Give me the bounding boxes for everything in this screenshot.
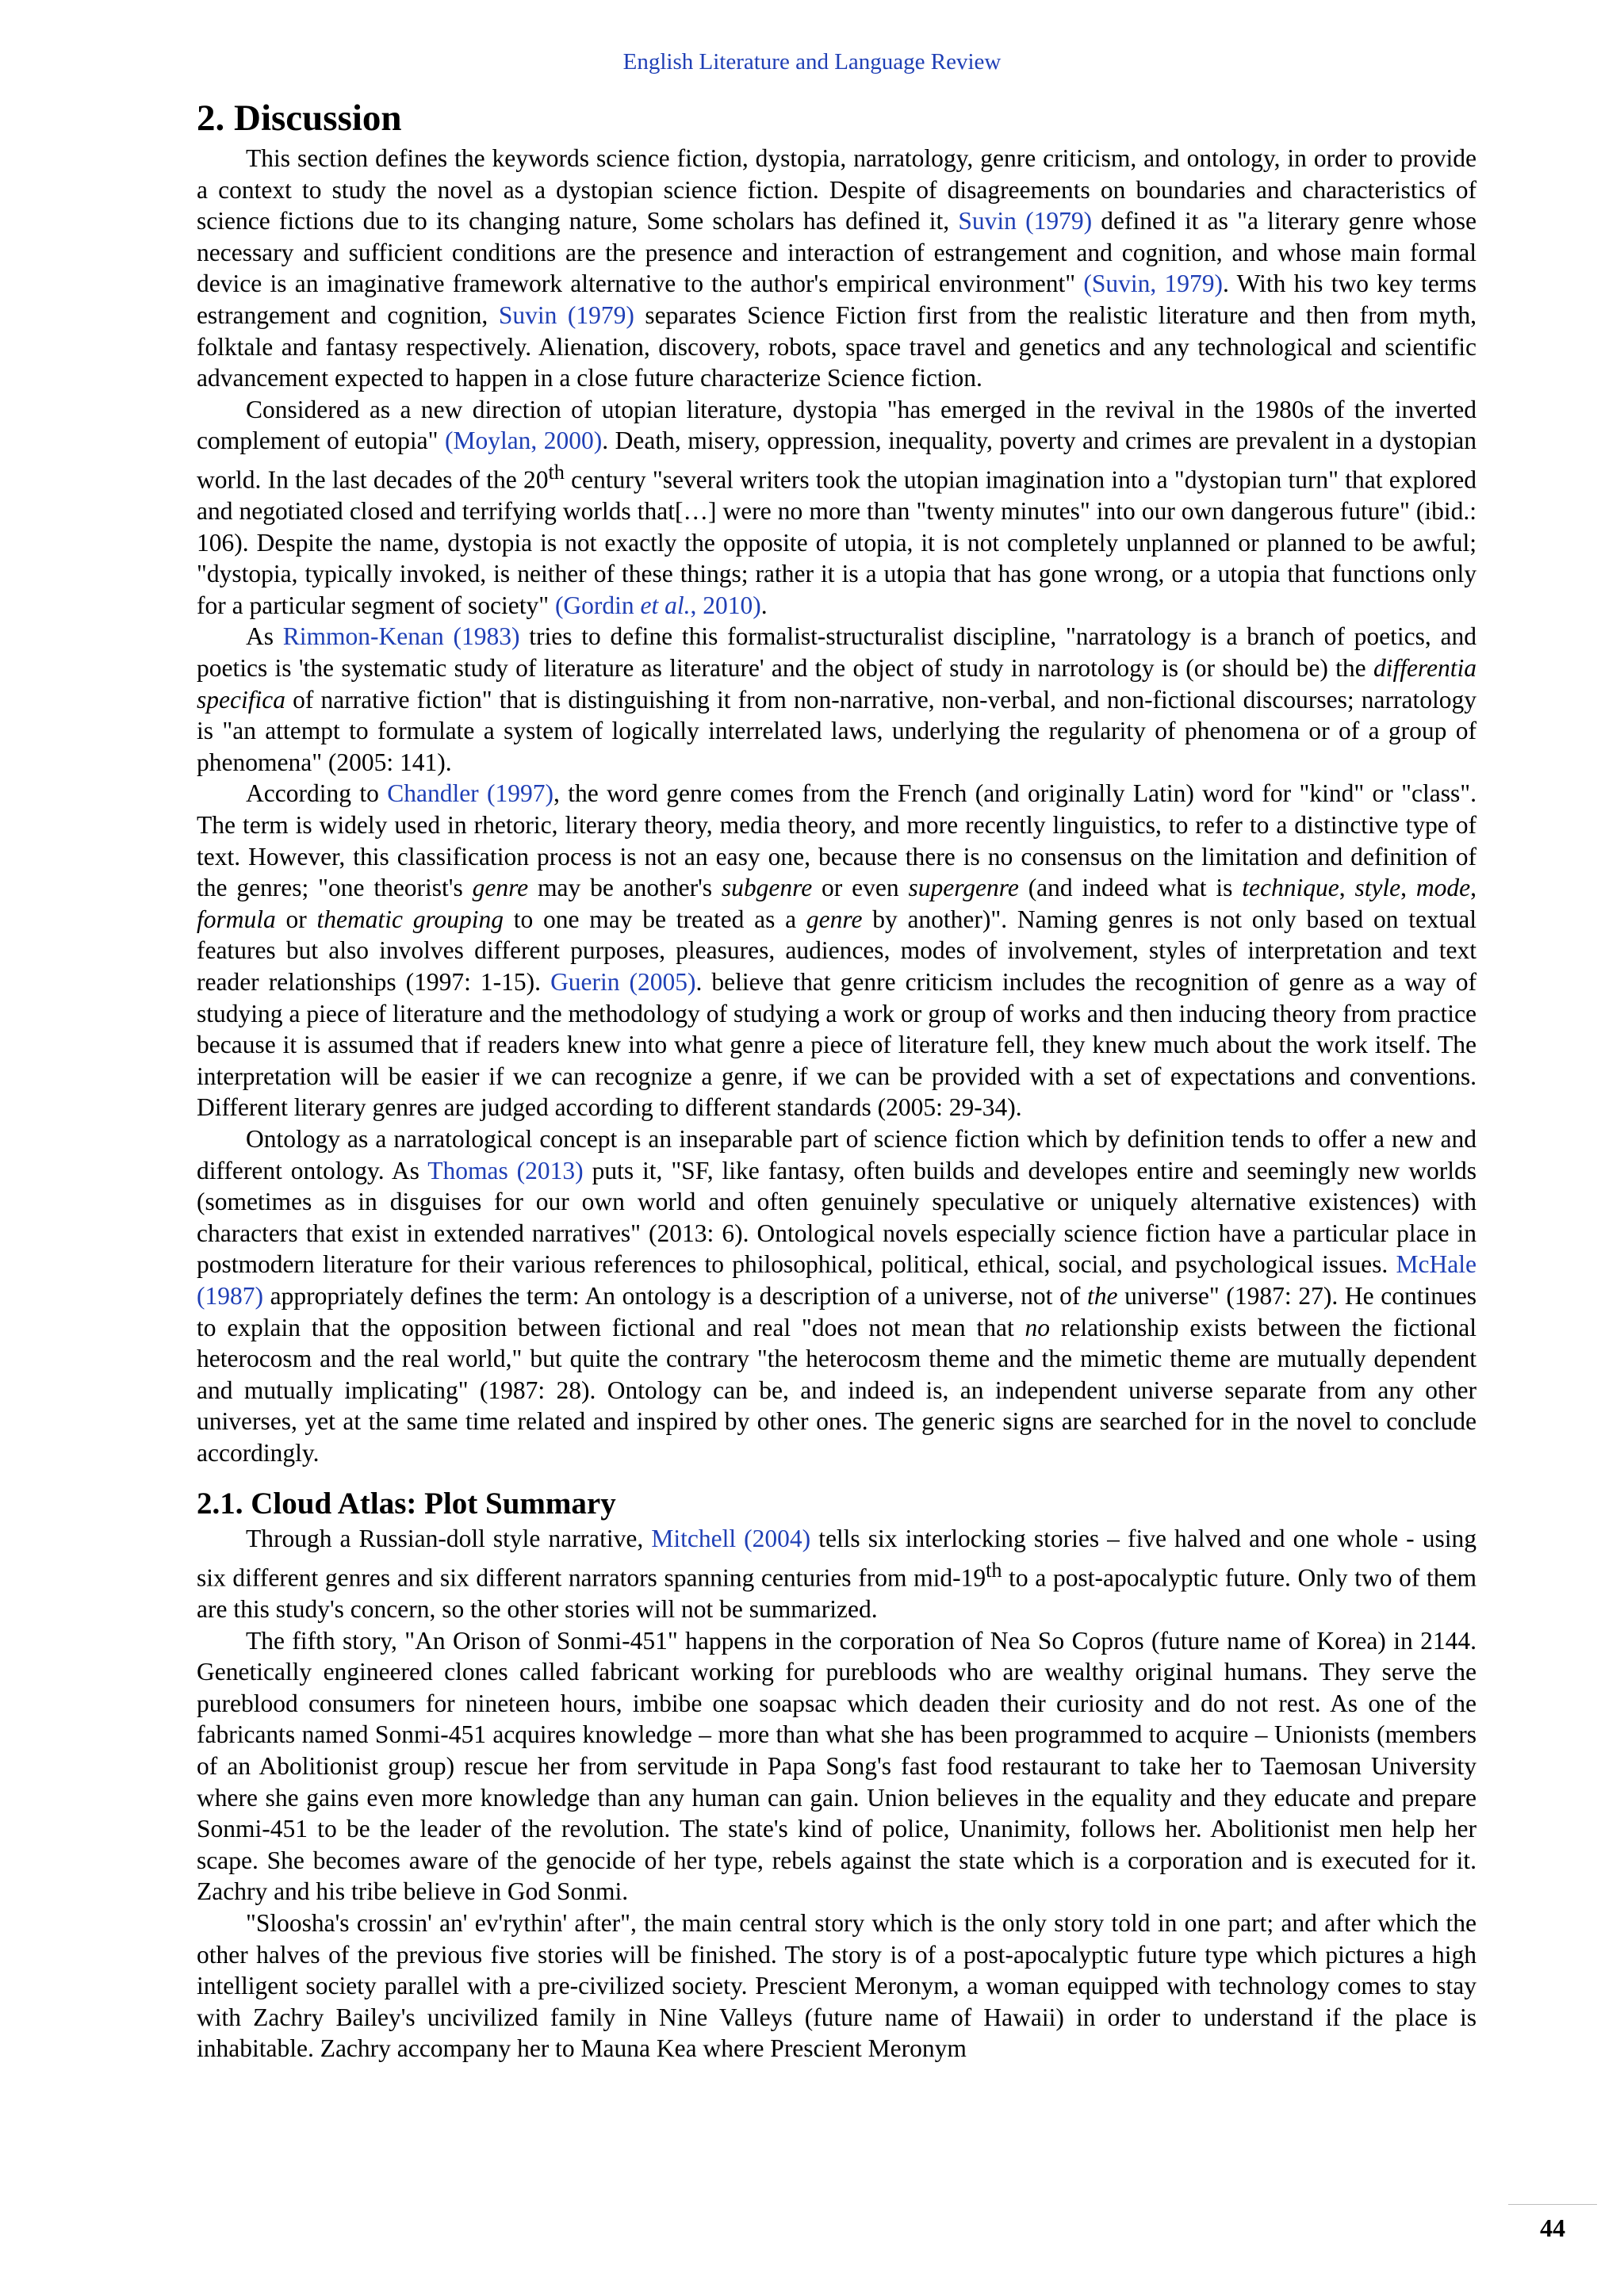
paragraph-ontology xyxy=(197,1123,1477,1469)
citation-link[interactable]: (Suvin, 1979) xyxy=(1083,270,1224,298)
text-run: . Death, misery, oppression, inequality, poverty and crimes are prevalent in a dystopian world. In the last decades of the 20 xyxy=(197,427,1477,494)
italic-term: style xyxy=(1354,874,1401,902)
italic-term: formula xyxy=(197,905,276,933)
text-run: As xyxy=(246,622,283,651)
paragraph-narratology xyxy=(197,621,1477,778)
text-run: or even xyxy=(812,874,909,902)
citation-link[interactable]: Rimmon-Kenan (1983) xyxy=(282,622,520,651)
text-run: Considered as a new direction of utopian literature, dystopia "has emerged in the revival in the 1980s of the inverted complement of eutopia" xyxy=(197,395,1477,455)
paragraph-science-fiction xyxy=(197,143,1477,394)
citation-part: , 2010) xyxy=(690,591,761,619)
text-run: or xyxy=(275,905,317,933)
citation-link[interactable]: Mitchell (2004) xyxy=(651,1525,811,1553)
citation-link[interactable]: Suvin (1979) xyxy=(498,301,634,330)
text-run: tells six interlocking stories – five halved and one whole - using six different genres and six different narrators spanning centuries from mid-19 xyxy=(197,1525,1477,1592)
text-run: relationship exists between the fictional heterocosm and the real world," but quite the contrary "the heterocosm theme and the mimetic theme are mutually dependent and mutually implicating" (1987: 28). Ontology can be, and indeed is, an independent universe separate from any other universes, yet at the same time related and inspired by other ones. The generic signs are searched for in the novel to conclude accordingly. xyxy=(197,1313,1477,1467)
subsection-heading: 2.1. Cloud Atlas: Plot Summary xyxy=(197,1487,616,1521)
italic-term: no xyxy=(1025,1313,1051,1341)
citation-link[interactable] xyxy=(555,591,761,619)
superscript: th xyxy=(548,460,565,484)
footer-rule xyxy=(1508,2204,1597,2205)
text-run: According to xyxy=(246,779,388,808)
text-run: puts it, "SF, like fantasy, often builds and developes entire and seemingly new worlds (sometimes as in disguises for our own world and often genuinely speculative or uniquely alternative existences) with characters that exist in extended narratives" (2013: 6). Ontological novels especially science fiction have a particular place in postmodern literature for their various references to philosophical, political, ethical, social, and psychological issues. xyxy=(197,1156,1477,1279)
text-run: , xyxy=(1400,874,1416,902)
text-run: . xyxy=(760,591,768,619)
italic-term: genre xyxy=(806,905,863,933)
paragraph-plot-intro xyxy=(197,1523,1477,1624)
paragraph-fifth-story: The fifth story, "An Orison of Sonmi-451" happens in the corporation of Nea So Copros (future name of Korea) in 2144. Genetically engineered clones called fabricant working for purebloods who are wealthy original humans. They serve the pureblood consumers for nineteen hours, imbibe one soapsac which deaden their curiosity and do not rest. As one of the fabricants named Sonmi-451 acquires knowledge – more than what she has been programmed to acquire – Unionists (members of an Abolitionist group) rescue her from servitude in Papa Song's fast food restaurant to take her to Taemosan University where she gains even more knowledge than any human can gain. Union believes in the equality and they educate and prepare Sonmi-451 to be the leader of the revolution. The state's kind of police, Unanimity, follows her. Abolitionist men help her scape. She becomes aware of the genocide of her type, rebels against the state which is a corporation and is executed for it. Zachry and his tribe believe in God Sonmi. xyxy=(197,1626,1477,1906)
text-run: . With his two key terms estrangement and cognition, xyxy=(197,270,1477,330)
italic-term: mode xyxy=(1415,874,1471,902)
text-run: of narrative fiction" that is distinguishing it from non-narrative, non-verbal, and non-fictional discourses; narratology is "an attempt to formulate a system of logically interrelated laws, underlying the regularity of phenomena or of a group of phenomena" (2005: 141). xyxy=(197,685,1477,776)
citation-link[interactable]: Guerin (2005) xyxy=(550,967,696,996)
text-run: century "several writers took the utopian imagination into a "dystopian turn" that explored and negotiated closed and terrifying worlds that[…] were no more than "twenty minutes" into our own dangerous future" (ibid.: 106). Despite the name, dystopia is not exactly the opposite of utopia, it is not completely unplanned or planned to be awful; "dystopia, typically invoked, is neither of these things; rather it is a utopia that has gone wrong, or a utopia that functions only for a particular segment of society" xyxy=(197,465,1477,619)
italic-term: genre xyxy=(472,874,529,902)
text-run: appropriately defines the term: An ontology is a description of a universe, not of xyxy=(262,1281,1087,1310)
text-run: to a post-apocalyptic future. Only two of them are this study's concern, so the other stories will not be summarized. xyxy=(197,1563,1477,1623)
text-run: Through a Russian-doll style narrative, xyxy=(246,1525,652,1553)
italic-term: thematic grouping xyxy=(316,905,504,933)
text-run: may be another's xyxy=(528,874,722,902)
citation-link[interactable]: Suvin (1979) xyxy=(958,207,1093,235)
text-run: , xyxy=(1470,874,1477,902)
citation-link[interactable]: Chandler (1997) xyxy=(387,779,554,808)
citation-part: (Gordin xyxy=(554,591,641,619)
running-header: English Literature and Language Review xyxy=(622,49,1002,75)
paragraph-dystopia xyxy=(197,394,1477,622)
article-body xyxy=(197,97,1477,2064)
text-run: , the word genre comes from the French (and originally Latin) word for "kind" or "class". The term is widely used in rhetoric, literary theory, media theory, and more recently linguistics, to refer to a distinctive type of text. However, this classification process is not an easy one, because there is no consensus on the limitation and definition of the genres; "one theorist's xyxy=(197,779,1477,902)
citation-link[interactable]: (Moylan, 2000) xyxy=(444,427,603,455)
citation-link[interactable]: McHale (1987) xyxy=(197,1250,1477,1310)
text-run: separates Science Fiction first from the realistic literature and then from myth, folktale and fantasy respectively. Alienation, discovery, robots, space travel and genetics and any technological and scientific advancement expected to happen in a close future characterize Science fiction. xyxy=(197,301,1477,392)
italic-term: differentia specifica xyxy=(197,654,1477,714)
paragraph-central-story: "Sloosha's crossin' an' ev'rythin' after", the main central story which is the only story told in one part; and after which the other halves of the previous five stories will be finished. The story is of a post-apocalyptic future type which pictures a high intelligent society parallel with a pre-civilized society. Prescient Meronym, a woman equipped with technology comes to stay with Zachry Bailey's uncivilized family in Nine Valleys (future name of Hawaii) in order to understand if the place is inhabitable. Zachry accompany her to Mauna Kea where Prescient Meronym xyxy=(197,1908,1477,2063)
citation-part-italic: et al. xyxy=(640,591,691,619)
italic-term: the xyxy=(1087,1281,1118,1310)
page-number: 44 xyxy=(1540,2214,1565,2242)
italic-term: supergenre xyxy=(908,874,1019,902)
text-run: universe" (1987: 27). He continues to explain that the opposition between fictional and real "does not mean that xyxy=(197,1281,1477,1341)
citation-link[interactable]: Thomas (2013) xyxy=(427,1156,584,1184)
superscript: th xyxy=(986,1558,1002,1582)
text-run: defined it as "a literary genre whose necessary and sufficient conditions are the presence and interaction of estrangement and cognition, and whose main formal device is an imaginative framework alternative to the author's empirical environment" xyxy=(197,207,1477,298)
text-run: by another)". Naming genres is not only based on textual features but also involves different purposes, pleasures, audiences, modes of involvement, styles of interpretation and text reader relationships (1997: 1-15). xyxy=(197,905,1477,996)
text-run: tries to define this formalist-structuralist discipline, "narratology is a branch of poetics, and poetics is 'the systematic study of literature as literature' and the object of study in narrotology is (or should be) the xyxy=(197,622,1477,683)
text-run: to one may be treated as a xyxy=(504,905,806,933)
text-run: Ontology as a narratological concept is an inseparable part of science fiction which by definition tends to offer a new and different ontology. As xyxy=(197,1124,1477,1184)
paragraph-genre xyxy=(197,778,1477,1123)
text-run: . believe that genre criticism includes the recognition of genre as a way of studying a piece of literature and the methodology of studying a work or group of works and then inducing theory from practice because it is assumed that if readers knew into what genre a piece of literature fell, they knew much about the work itself. The interpretation will be easier if we can recognize a genre, if we can be provided with a set of expectations and conventions. Different literary genres are judged according to different standards (2005: 29-34). xyxy=(197,967,1477,1122)
italic-term: subgenre xyxy=(721,874,813,902)
section-heading: 2. Discussion xyxy=(197,98,402,139)
text-run: This section defines the keywords science fiction, dystopia, narratology, genre criticism, and ontology, in order to provide a context to study the novel as a dystopian science fiction. Despite of disagreements on boundaries and characteristics of science fictions due to its changing nature, Some scholars has defined it, xyxy=(197,144,1477,235)
text-run: , xyxy=(1339,874,1355,902)
text-run: (and indeed what is xyxy=(1018,874,1243,902)
italic-term: technique xyxy=(1242,874,1339,902)
